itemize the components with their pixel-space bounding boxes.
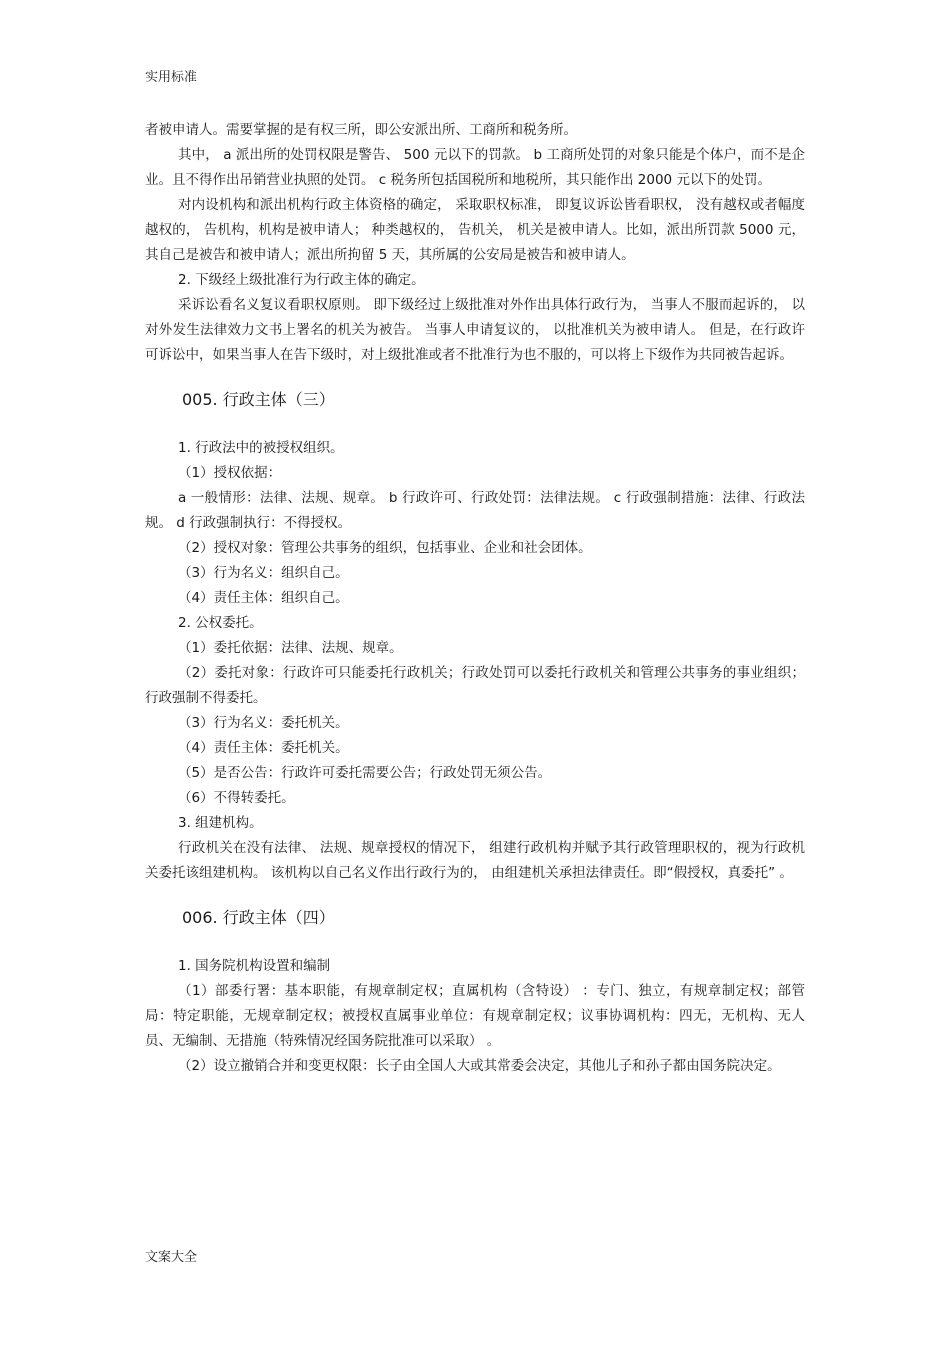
- list-item: 3. 组建机构。: [178, 815, 263, 831]
- list-item: 1. 行政法中的被授权组织。: [178, 440, 344, 456]
- list-item: （1）授权依据：: [178, 465, 282, 481]
- list-item: a 一般情形：法律、法规、规章。 b 行政许可、行政处罚：法律法规。 c 行政强制措施：法律、行政法规。 d 行政强制执行：不得授权。: [145, 490, 805, 531]
- list-item: （3）行为名义：组织自己。: [178, 565, 349, 581]
- list-item: （4）责任主体：组织自己。: [178, 590, 349, 606]
- list-item: （1）部委行署：基本职能，有规章制定权；直属机构（含特设） ：专门、独立，有规章制定权；部管局：特定职能，无规章制定权；被授权直属事业单位：有规章制定权；议事协调机构：四无，无机构、无人员、无编制、无措施（特殊情况经国务院批准可以采取） 。: [145, 983, 805, 1049]
- list-item: （2）委托对象：行政许可只能委托行政机关；行政处罚可以委托行政机关和管理公共事务的事业组织；行政强制不得委托。: [145, 665, 805, 706]
- list-item: 1. 国务院机构设置和编制: [178, 958, 331, 974]
- list-item: （5）是否公告：行政许可委托需要公告；行政处罚无须公告。: [178, 765, 552, 781]
- paragraph-approval-heading: 2. 下级经上级批准行为行政主体的确定。: [178, 272, 425, 288]
- list-item: 行政机关在没有法律、 法规、规章授权的情况下， 组建行政机构并赋予其行政管理职权的，视为行政机关委托该组建机构。 该机构以自己名义作出行政行为的， 由组建机关承担法律责任。即“假授权，真委托” 。: [145, 840, 805, 881]
- paragraph-internal-agencies: 对内设机构和派出机构行政主体资格的确定， 采取职权标准， 即复议诉讼皆看职权， 没有越权或者幅度越权的， 告机构，机构是被申请人； 种类越权的， 告机关， 机关是被申请人。比如，派出所罚款 5000 元，其自己是被告和被申请人；派出所拘留 5 天，其所属的公安局是被告和被申请人。: [145, 197, 805, 263]
- list-item: （6）不得转委托。: [178, 790, 295, 806]
- document-body: [145, 118, 805, 1079]
- section-title-005: 005. 行政主体（三）: [182, 390, 335, 409]
- list-item: 2. 公权委托。: [178, 615, 263, 631]
- paragraph-approval-rule: 采诉讼看名义复议看职权原则。 即下级经过上级批准对外作出具体行政行为， 当事人不服而起诉的， 以对外发生法律效力文书上署名的机关为被告。 当事人申请复议的， 以批准机关为被申请人。 但是，在行政许可诉讼中，如果当事人在告下级时，对上级批准或者不批准行为也不服的，可以将上下级作为共同被告起诉。: [145, 297, 805, 363]
- list-item: （4）责任主体：委托机关。: [178, 740, 349, 756]
- section-title-006: 006. 行政主体（四）: [182, 908, 335, 927]
- list-item: （3）行为名义：委托机关。: [178, 715, 349, 731]
- list-item: （2）授权对象：管理公共事务的组织，包括事业、企业和社会团体。: [178, 540, 592, 556]
- paragraph-intro-continuation: 者被申请人。需要掌握的是有权三所，即公安派出所、工商所和税务所。: [145, 122, 577, 138]
- paragraph-three-offices: 其中， a 派出所的处罚权限是警告、 500 元以下的罚款。 b 工商所处罚的对象只能是个体户，而不是企业。且不得作出吊销营业执照的处罚。 c 税务所包括国税所和地税所，其只能作出 2000 元以下的处罚。: [145, 147, 805, 188]
- list-item: （1）委托依据：法律、法规、规章。: [178, 640, 403, 656]
- running-header: 实用标准: [145, 70, 198, 85]
- list-item: （2）设立撤销合并和变更权限：长子由全国人大或其常委会决定，其他儿子和孙子都由国务院决定。: [178, 1058, 781, 1074]
- running-footer: 文案大全: [145, 1250, 198, 1265]
